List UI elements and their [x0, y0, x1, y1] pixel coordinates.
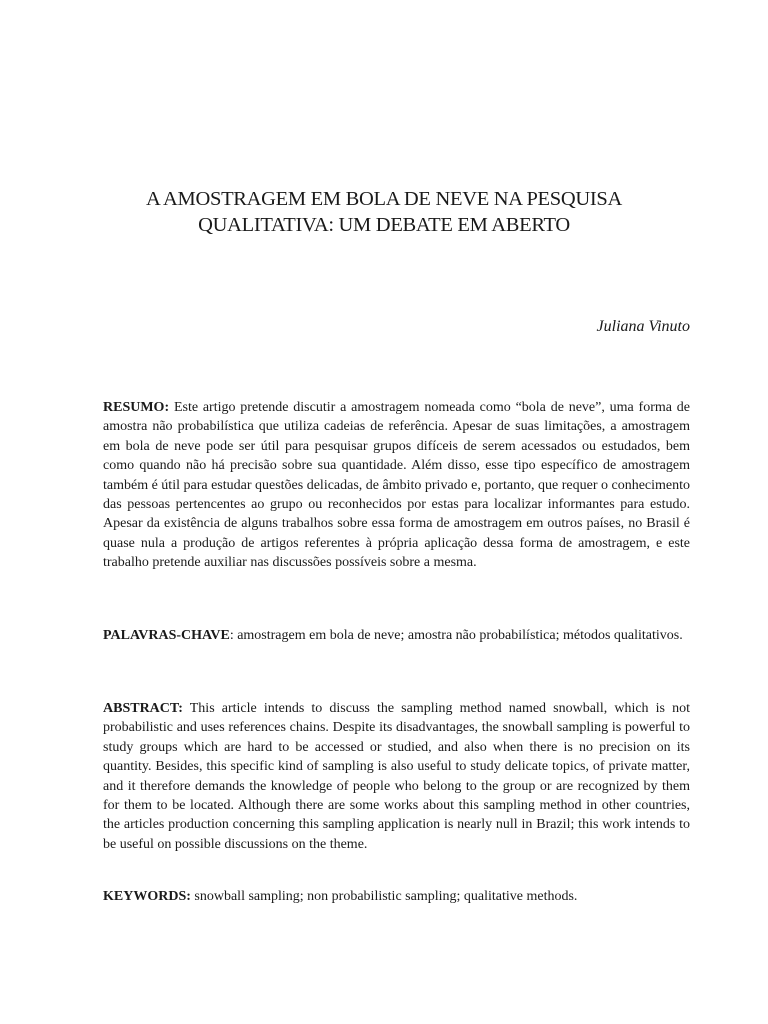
keywords-text: snowball sampling; non probabilistic sampling; qualitative methods.: [194, 889, 578, 904]
palavras-chave-text: : amostragem em bola de neve; amostra não probabilística; métodos qualitativos.: [229, 628, 683, 643]
article-title-line-1: A AMOSTRAGEM EM BOLA DE NEVE NA PESQUISA: [145, 188, 623, 210]
article-title-line-2: QUALITATIVA: UM DEBATE EM ABERTO: [198, 214, 570, 236]
palavras-chave-label: PALAVRAS-CHAVE: [103, 628, 230, 643]
abstract-label: ABSTRACT:: [103, 701, 183, 716]
keywords-paragraph: [103, 887, 690, 906]
abstract-text: This article intends to discuss the sampling method named snowball, which is not probabilistic and uses references chains. Despite its disadvantages, the snowball sampling is powerful to study groups which are hard to be accessed or studied, and also when there is no precision on its quantity. Besides, this specific kind of sampling is also useful to study delicate topics, of private matter, and it therefore demands the knowledge of people who belong to the group or are recognized by them for them to be located. Although there are some works about this sampling method in other countries, the articles production concerning this sampling application is nearly null in Brazil; this work intends to be useful on possible discussions on the theme.: [103, 701, 691, 852]
resumo-text: Este artigo pretende discutir a amostragem nomeada como “bola de neve”, uma forma de amostra não probabilística que utiliza cadeias de referência. Apesar de suas limitações, a amostragem em bola de neve pode ser útil para pesquisar grupos difíceis de serem acessados ou estudados, bem como quando não há precisão sobre sua quantidade. Além disso, esse tipo específico de amostragem também é útil para estudar questões delicadas, de âmbito privado e, portanto, que requer o conhecimento das pessoas pertencentes ao grupo ou reconhecidos por estas para localizar informantes para estudo. Apesar da existência de alguns trabalhos sobre essa forma de amostragem em outros países, no Brasil é quase nula a produção de artigos referentes à própria aplicação dessa forma de amostragem, e este trabalho pretende auxiliar nas discussões possíveis sobre a mesma.: [103, 400, 691, 571]
resumo-paragraph: [103, 398, 690, 573]
abstract-paragraph: [103, 699, 690, 854]
keywords-label: KEYWORDS:: [103, 889, 191, 904]
article-title: [80, 186, 688, 238]
resumo-label: RESUMO:: [103, 400, 170, 415]
author-name: Juliana Vinuto: [596, 318, 690, 335]
palavras-chave-paragraph: [103, 626, 690, 645]
